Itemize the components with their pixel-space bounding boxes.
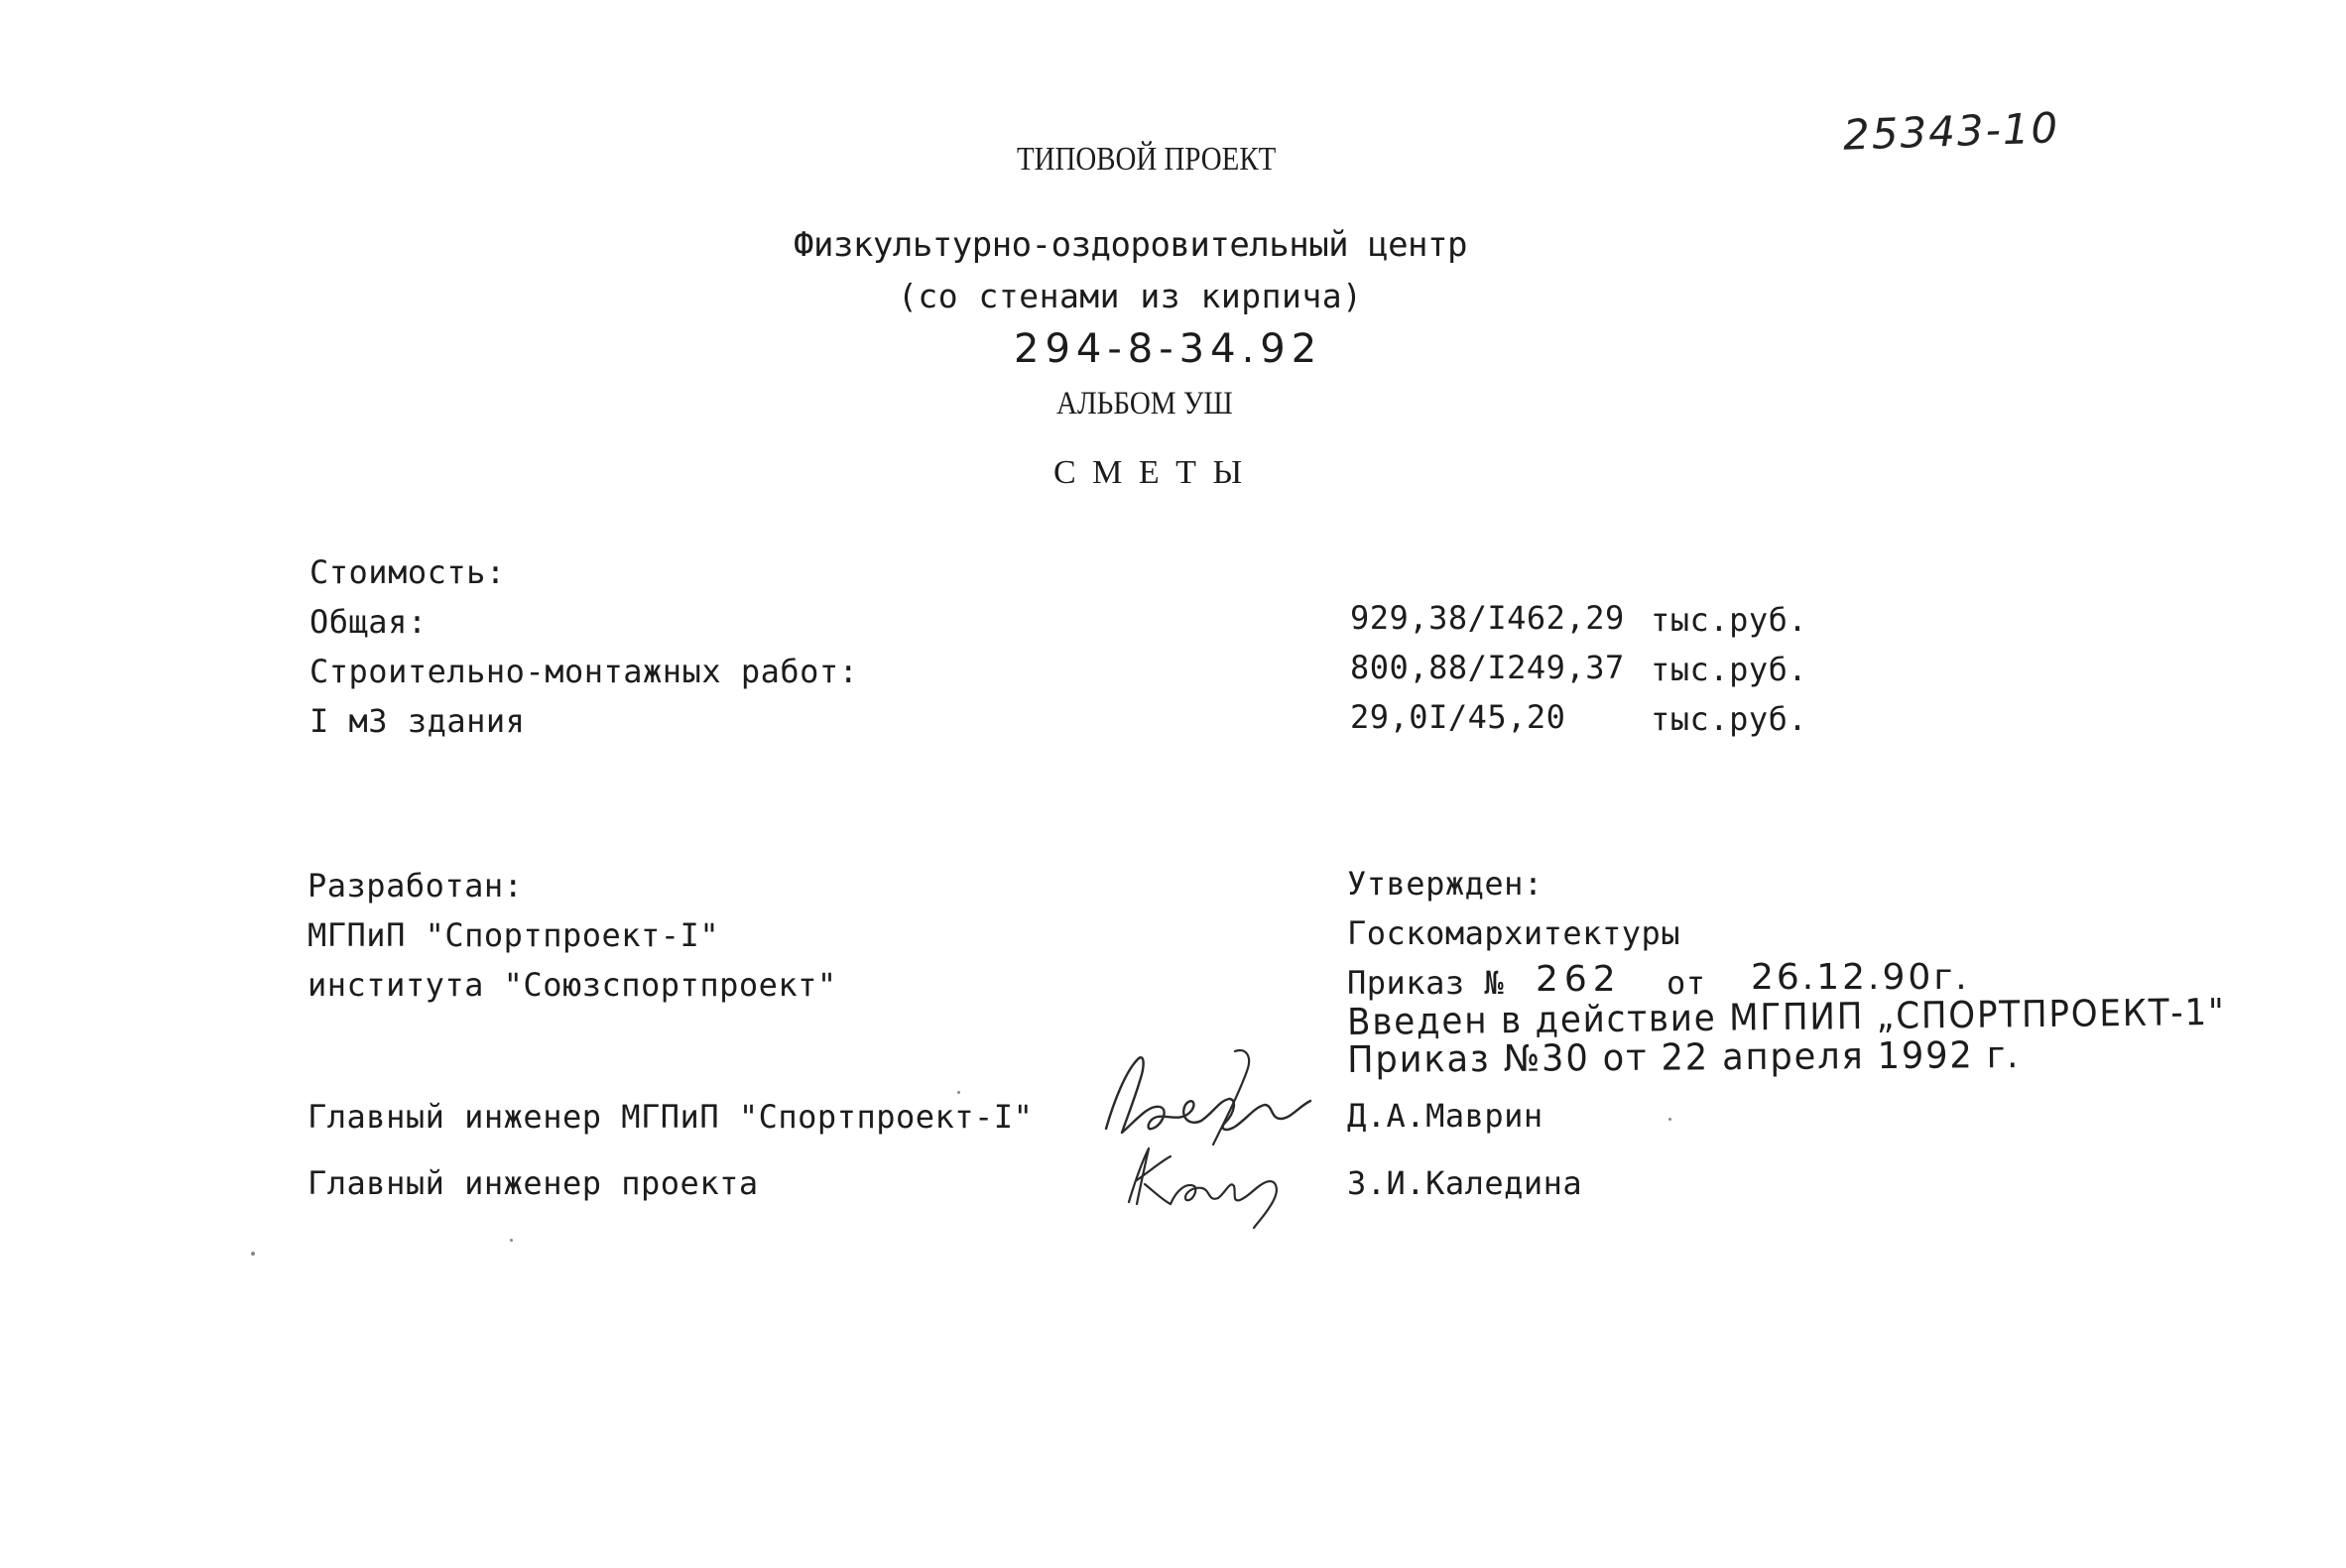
stamp-number: 25343-10	[1842, 103, 2060, 160]
cost-value-construction: 800,88/I249,37	[1350, 649, 1625, 686]
cost-label-total: Общая:	[309, 603, 428, 641]
cost-value-per-m3: 29,0I/45,20	[1350, 698, 1566, 736]
album-label: АЛЬБОМ УШ	[1056, 386, 1233, 422]
approved-order-from: от	[1667, 964, 1706, 1002]
approved-order-number: 262	[1536, 959, 1622, 1000]
project-subtitle: (со стенами из кирпича)	[898, 277, 1363, 315]
cost-unit-construction: тыс.руб.	[1651, 651, 1808, 688]
chief-engineer-name: Д.А.Маврин	[1347, 1097, 1543, 1135]
approved-order-label: Приказ №	[1347, 964, 1505, 1002]
cost-label-construction: Строительно-монтажных работ:	[309, 653, 859, 690]
scan-speck	[1668, 1118, 1671, 1121]
project-title: Физкультурно-оздоровительный центр	[794, 225, 1467, 265]
approved-authority: Госкомархитектуры	[1347, 914, 1681, 952]
cost-unit-total: тыс.руб.	[1651, 601, 1808, 639]
cost-label-per-m3: I м3 здания	[309, 702, 526, 740]
scan-speck	[251, 1252, 255, 1256]
enacted-stamp: Введен в действие МГПИП „СПОРТПРОЕКТ-1"	[1346, 990, 2226, 1043]
cost-heading: Стоимость:	[309, 553, 506, 591]
developed-org: МГПиП "Спортпроект-I"	[308, 916, 720, 954]
developed-heading: Разработан:	[308, 867, 524, 905]
approved-heading: Утвержден:	[1347, 865, 1543, 903]
approved-order-date: 26.12.90г.	[1751, 957, 1970, 998]
project-engineer-name: З.И.Каледина	[1347, 1164, 1583, 1202]
scan-speck	[510, 1239, 513, 1242]
section-title: С М Е Т Ы	[1053, 454, 1247, 491]
scan-speck	[957, 1091, 960, 1094]
signature-kaledina	[1111, 1131, 1299, 1230]
developed-institute: института "Союзспортпроект"	[308, 966, 837, 1004]
project-code: 294-8-34.92	[1014, 326, 1323, 372]
chief-engineer-role: Главный инженер МГПиП "Спортпроект-I"	[308, 1098, 1034, 1136]
enacted-order: Приказ №30 от 22 апреля 1992 г.	[1346, 1033, 2021, 1081]
cost-value-total: 929,38/I462,29	[1350, 599, 1625, 637]
project-engineer-role: Главный инженер проекта	[308, 1164, 759, 1202]
cost-unit-per-m3: тыс.руб.	[1651, 700, 1808, 738]
document-type: ТИПОВОЙ ПРОЕКТ	[1017, 141, 1277, 178]
